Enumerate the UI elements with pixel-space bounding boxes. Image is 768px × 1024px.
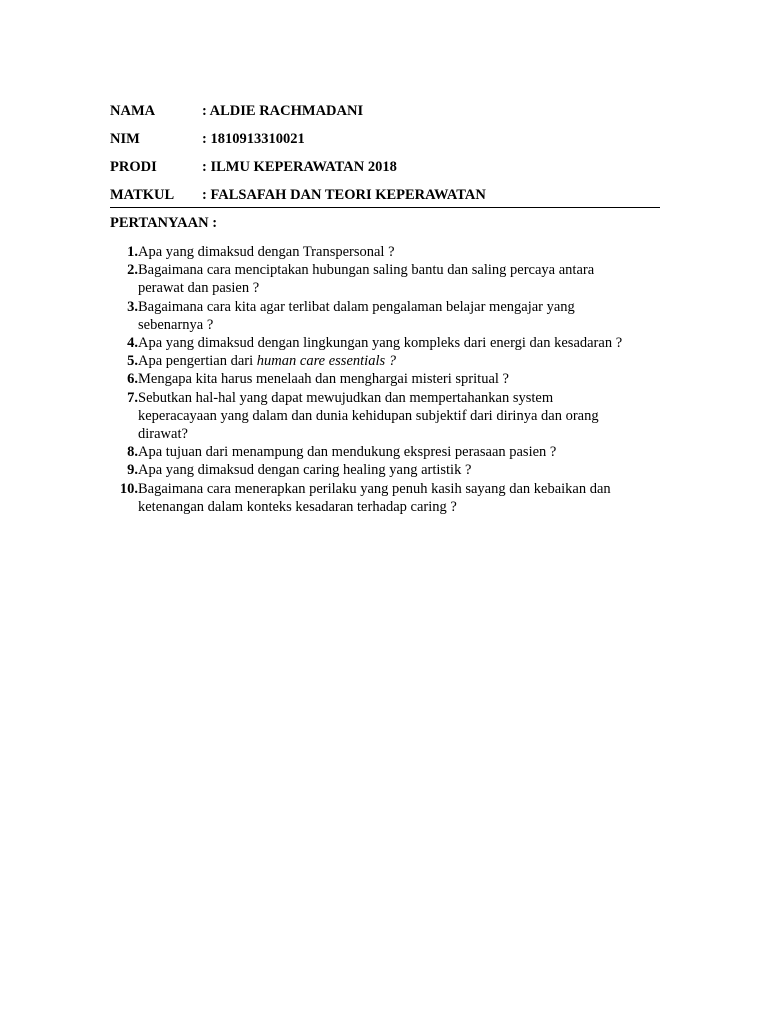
question-line: Bagaimana cara menerapkan perilaku yang penuh kasih sayang dan kebaikan dan [138,480,611,497]
question-list [110,243,670,516]
matkul-label: MATKUL [110,187,175,203]
question-line: Apa tujuan dari menampung dan mendukung ekspresi perasaan pasien ? [138,444,557,461]
question-text [138,389,670,444]
question-line: ketenangan dalam konteks kesadaran terhadap caring ? [138,498,457,515]
question-line: Apa yang dimaksud dengan lingkungan yang kompleks dari energi dan kesadaran ? [138,335,623,352]
nama-label: NAMA [110,103,156,119]
nim-value: : 1810913310021 [202,131,305,147]
header-row-matkul [110,185,660,213]
list-item [110,480,670,516]
question-number: 4. [127,335,138,352]
question-number: 8. [127,444,138,461]
header-divider [110,207,660,208]
question-line: perawat dan pasien ? [138,280,260,297]
question-line: Apa yang dimaksud dengan Transpersonal ? [138,244,395,260]
list-item [110,243,670,261]
question-text [138,370,670,388]
list-item [110,443,670,461]
question-line: keperacayaan yang dalam dan dunia kehidupan subjektif dari dirinya dan orang [138,407,599,424]
matkul-value: : FALSAFAH DAN TEORI KEPERAWATAN [202,187,486,203]
header-row-nim [110,129,660,157]
list-item [110,370,670,388]
list-item [110,334,670,352]
list-item [110,389,670,444]
question-text [138,243,670,261]
question-text [138,261,670,297]
question-number: 9. [127,462,138,479]
question-number: 1. [127,244,138,260]
question-line: Apa yang dimaksud dengan caring healing yang artistik ? [138,462,472,479]
question-line: sebenarnya ? [138,316,214,333]
header-row-nama [110,101,660,129]
section-title: PERTANYAAN : [110,215,218,231]
question-line: Bagaimana cara kita agar terlibat dalam pengalaman belajar mengajar yang [138,298,575,315]
question-line: dirawat? [138,426,188,443]
question-number: 5. [127,353,138,370]
question-number: 10. [119,480,138,497]
question-italic-term: human care essentials ? [256,353,396,370]
list-item [110,352,670,370]
question-line: Mengapa kita harus menelaah dan menghargai misteri spritual ? [138,371,509,388]
question-line: Bagaimana cara menciptakan hubungan saling bantu dan saling percaya antara [138,262,595,279]
list-item [110,261,670,297]
student-info-header [110,101,660,213]
prodi-value: : ILMU KEPERAWATAN 2018 [202,159,397,175]
question-prefix: Apa pengertian dari [138,353,257,370]
list-item [110,461,670,479]
question-number: 7. [127,389,138,406]
question-text [138,334,670,352]
list-item [110,298,670,334]
nama-value: : ALDIE RACHMADANI [202,103,364,119]
question-line: Sebutkan hal-hal yang dapat mewujudkan dan mempertahankan system [138,389,554,406]
question-number: 6. [127,371,138,388]
question-number: 2. [127,262,138,279]
nim-label: NIM [110,131,140,147]
question-text [138,461,670,479]
question-number: 3. [127,298,138,315]
header-row-prodi [110,157,660,185]
question-text [138,480,670,516]
question-text [138,298,670,334]
prodi-label: PRODI [110,159,157,175]
question-line [138,352,670,370]
question-text [138,443,670,461]
question-text [138,352,670,370]
